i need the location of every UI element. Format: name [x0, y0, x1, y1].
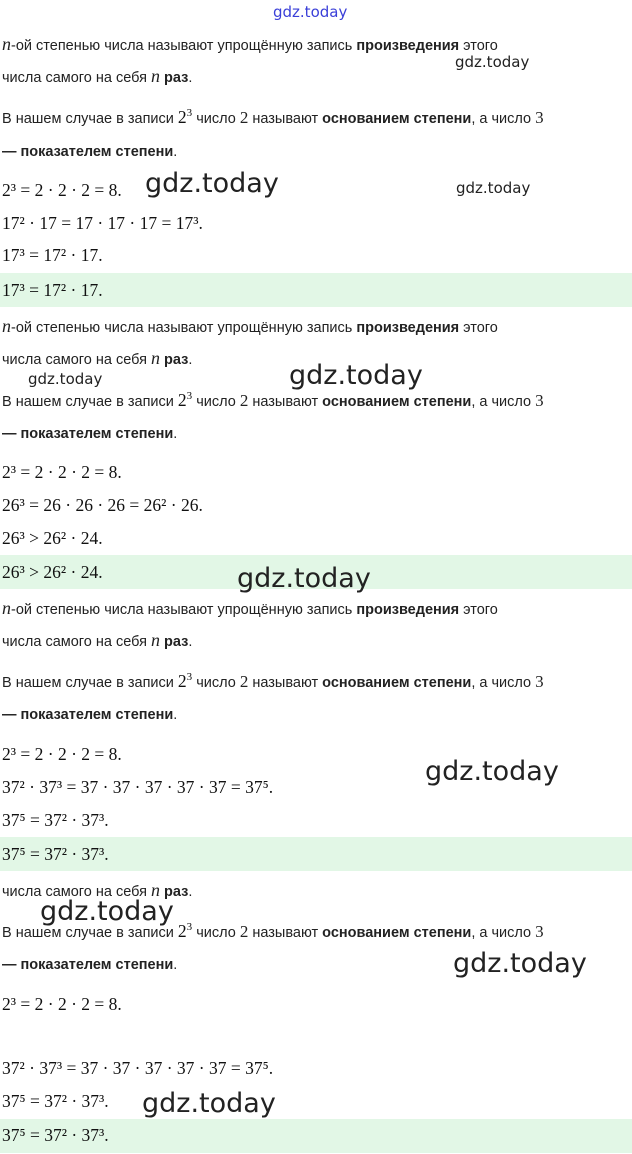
watermark-top: gdz.today	[273, 3, 348, 21]
answer-line: 37⁵ = 37² · 37³.	[2, 1125, 109, 1145]
solution-line-2: 37⁵ = 37² · 37³.	[2, 810, 109, 830]
example-line: 2³ = 2 · 2 · 2 = 8.	[2, 994, 122, 1014]
example-line: 2³ = 2 · 2 · 2 = 8.	[2, 180, 122, 200]
solution-line-1: 26³ = 26 · 26 · 26 = 26² · 26.	[2, 495, 203, 515]
note-line-1: В нашем случае в записи $2^3$ число 2 называют основанием степени, а число 3	[2, 921, 544, 941]
solution-line-1: 37² · 37³ = 37 · 37 · 37 · 37 · 37 = 37⁵.	[2, 1058, 274, 1078]
definition-line-1: n-ой степенью числа называют упрощённую запись произведения этого	[2, 598, 498, 618]
example-line: 2³ = 2 · 2 · 2 = 8.	[2, 744, 122, 764]
note-line-2: — показателем степени.	[2, 957, 178, 973]
definition-line-1: n-ой степенью числа называют упрощённую запись произведения этого	[2, 34, 498, 54]
answer-line: 17³ = 17² · 17.	[2, 280, 103, 300]
solution-line-1: 17² · 17 = 17 · 17 · 17 = 17³.	[2, 213, 203, 233]
note-line-1: В нашем случае в записи $2^3$ число 2 называют основанием степени, а число 3	[2, 671, 544, 691]
watermark: gdz.today	[145, 168, 279, 199]
solution-line-2: 37⁵ = 37² · 37³.	[2, 1091, 109, 1111]
definition-line-2: числа самого на себя n раз.	[2, 66, 193, 86]
watermark: gdz.today	[455, 53, 530, 71]
note-line-1: В нашем случае в записи $2^3$ число 2 называют основанием степени, а число 3	[2, 390, 544, 410]
note-line-2: — показателем степени.	[2, 426, 178, 442]
definition-line-2: числа самого на себя n раз.	[2, 348, 193, 368]
watermark: gdz.today	[142, 1088, 276, 1119]
watermark: gdz.today	[425, 756, 559, 787]
watermark: gdz.today	[453, 948, 587, 979]
solution-line-1: 37² · 37³ = 37 · 37 · 37 · 37 · 37 = 37⁵.	[2, 777, 274, 797]
note-line-2: — показателем степени.	[2, 144, 178, 160]
example-line: 2³ = 2 · 2 · 2 = 8.	[2, 462, 122, 482]
definition-line-1: n-ой степенью числа называют упрощённую запись произведения этого	[2, 316, 498, 336]
definition-line-2: числа самого на себя n раз.	[2, 630, 193, 650]
note-line-2: — показателем степени.	[2, 707, 178, 723]
watermark: gdz.today	[456, 179, 531, 197]
watermark: gdz.today	[237, 563, 371, 594]
watermark: gdz.today	[28, 370, 103, 388]
watermark: gdz.today	[289, 360, 423, 391]
note-line-1: В нашем случае в записи $2^3$ число 2 называют основанием степени, а число 3	[2, 107, 544, 127]
solution-line-2: 26³ > 26² · 24.	[2, 528, 103, 548]
watermark: gdz.today	[40, 896, 174, 927]
answer-line: 26³ > 26² · 24.	[2, 562, 103, 582]
answer-line: 37⁵ = 37² · 37³.	[2, 844, 109, 864]
definition-line-2: числа самого на себя n раз.	[2, 880, 193, 900]
solution-line-2: 17³ = 17² · 17.	[2, 245, 103, 265]
